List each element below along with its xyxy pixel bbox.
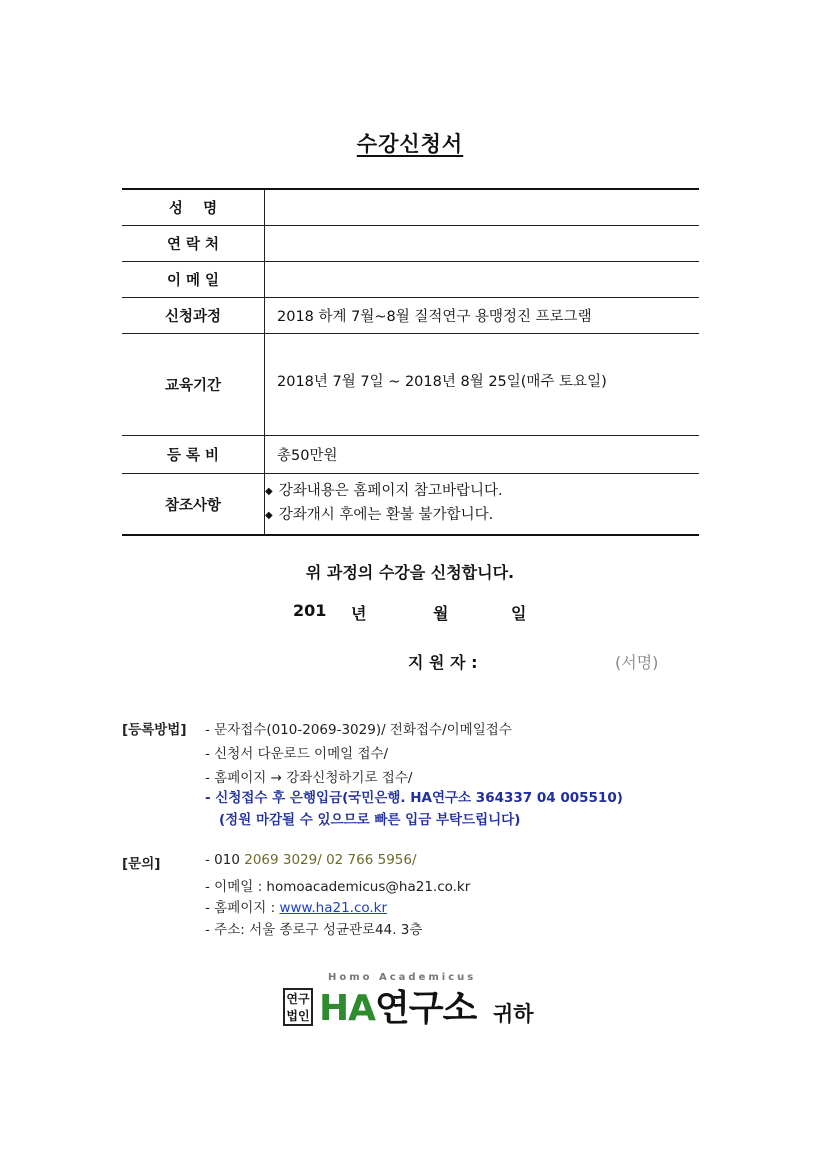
form-row-contact — [122, 226, 699, 262]
logo-wordmark: HA연구소 — [319, 988, 477, 1029]
logo-badge: 연구 법인 — [283, 988, 313, 1026]
course-value: 2018 하계 7월~8월 질적연구 용맹정진 프로그램 — [265, 298, 700, 334]
logo-suffix: 귀하 — [493, 1002, 534, 1026]
homepage-link[interactable]: www.ha21.co.kr — [279, 900, 388, 916]
inquiry-email: - 이메일 : homoacademicus@ha21.co.kr — [205, 879, 471, 895]
date-year-unit: 년 — [351, 604, 367, 623]
register-method-tag: [등록방법] — [122, 722, 187, 738]
application-form-table — [122, 188, 699, 536]
form-row-fee — [122, 436, 699, 474]
form-row-course — [122, 298, 699, 334]
name-field[interactable] — [265, 189, 700, 226]
period-value: 2018년 7월 7일 ~ 2018년 8월 25일(매주 토요일) — [265, 334, 700, 436]
form-row-email — [122, 262, 699, 298]
apply-statement: 위 과정의 수강을 신청합니다. — [305, 563, 515, 582]
note-item: ◆ 강좌개시 후에는 환불 불가합니다. — [265, 507, 494, 523]
form-title: 수강신청서 — [356, 132, 464, 156]
notes-value — [265, 474, 700, 536]
applicant-label: 지 원 자 : — [408, 653, 478, 672]
register-bank-line: - 신청접수 후 은행입금(국민은행. HA연구소 364337 04 005510) — [205, 790, 623, 806]
register-deposit-note: (정원 마감될 수 있으므로 빠른 입금 부탁드립니다) — [219, 812, 521, 828]
note-item: ◆ 강좌내용은 홈페이지 참고바랍니다. — [265, 483, 503, 499]
register-line: - 홈페이지 → 강좌신청하기로 접수/ — [205, 770, 413, 786]
register-line: - 문자접수(010-2069-3029)/ 전화접수/이메일접수 — [205, 722, 512, 738]
logo-subtitle: Homo Academicus — [328, 972, 477, 983]
label-fee: 등 록 비 — [122, 436, 265, 474]
date-month-unit: 월 — [433, 604, 449, 623]
date-day-unit: 일 — [511, 604, 527, 623]
inquiry-address: - 주소: 서울 종로구 성균관로44. 3층 — [205, 922, 423, 938]
label-notes: 참조사항 — [122, 474, 265, 536]
form-row-notes — [122, 474, 699, 536]
register-line: - 신청서 다운로드 이메일 접수/ — [205, 746, 389, 762]
signature-label: (서명) — [615, 653, 659, 672]
diamond-bullet-icon: ◆ — [265, 510, 273, 521]
label-name: 성 명 — [122, 189, 265, 226]
fee-value: 총50만원 — [265, 436, 700, 474]
label-contact: 연 락 처 — [122, 226, 265, 262]
inquiry-tag: [문의] — [122, 856, 161, 872]
label-course: 신청과정 — [122, 298, 265, 334]
form-row-period — [122, 334, 699, 436]
label-email: 이 메 일 — [122, 262, 265, 298]
diamond-bullet-icon: ◆ — [265, 486, 273, 497]
date-year: 201 — [293, 601, 327, 620]
inquiry-phone: - 010 2069 3029/ 02 766 5956/ — [205, 852, 417, 868]
email-field[interactable] — [265, 262, 700, 298]
ha-institute-logo — [283, 972, 583, 1038]
form-row-name — [122, 189, 699, 226]
contact-field[interactable] — [265, 226, 700, 262]
label-period: 교육기간 — [122, 334, 265, 436]
inquiry-homepage: - 홈페이지 : www.ha21.co.kr — [205, 900, 388, 916]
